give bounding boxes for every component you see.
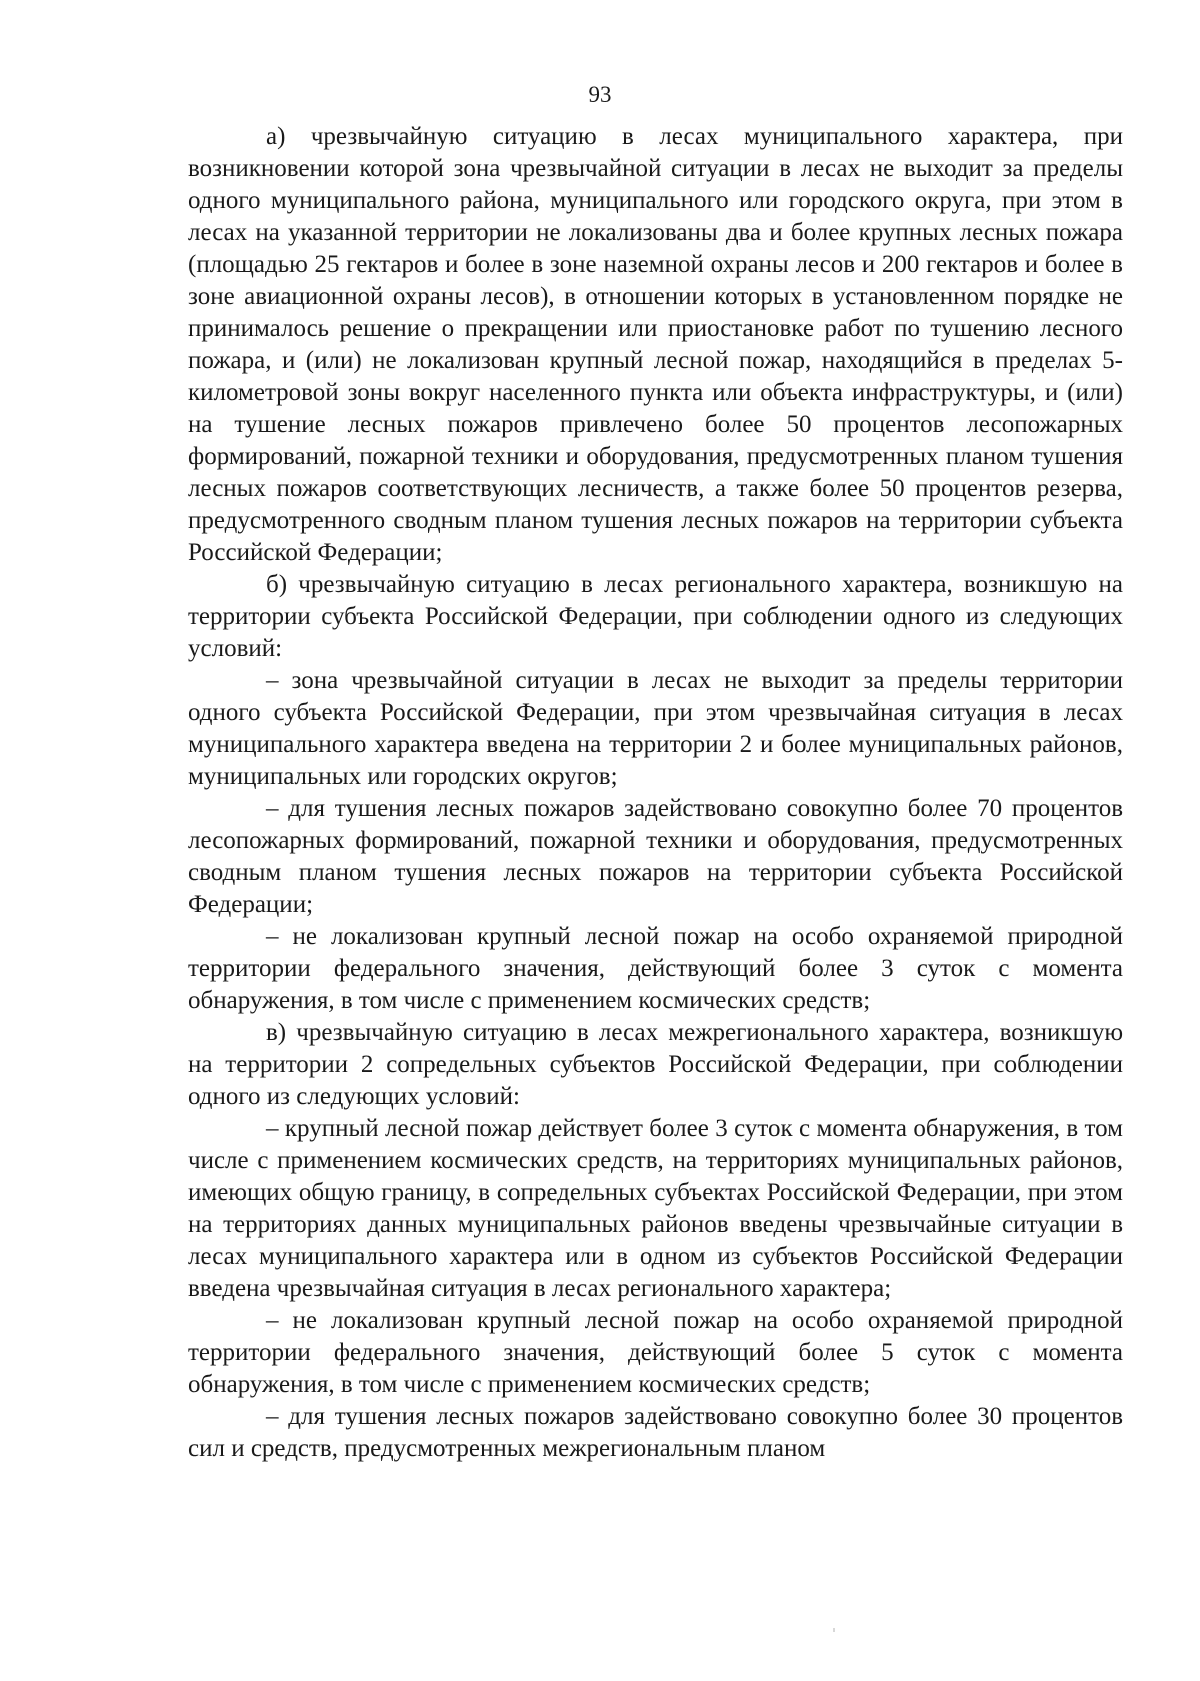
paragraph-b-regional: б) чрезвычайную ситуацию в лесах регионального характера, возникшую на территории субъекта Российской Федерации, при соблюдении одного из следующих условий: — [188, 571, 1123, 662]
document-body — [188, 121, 1123, 1465]
list-item-v-2: – не локализован крупный лесной пожар на особо охраняемой природной территории федерального значения, действующий более 5 суток с момента обнаружения, в том числе с применением космических средств; — [188, 1307, 1123, 1398]
paragraph-v-interregional: в) чрезвычайную ситуацию в лесах межрегионального характера, возникшую на территории 2 сопредельных субъектов Российской Федерации, при соблюдении одного из следующих условий: — [188, 1019, 1123, 1110]
list-item-v-3: – для тушения лесных пожаров задействовано совокупно более 30 процентов сил и средств, предусмотренных межрегиональным планом — [188, 1403, 1123, 1462]
list-item-b-1: – зона чрезвычайной ситуации в лесах не выходит за пределы территории одного субъекта Российской Федерации, при этом чрезвычайная ситуация в лесах муниципального характера введена на территории 2 и более муниципальных районов, муниципальных или городских округов; — [188, 667, 1123, 790]
list-item-b-2: – для тушения лесных пожаров задействовано совокупно более 70 процентов лесопожарных формирований, пожарной техники и оборудования, предусмотренных сводным планом тушения лесных пожаров на территории субъекта Российской Федерации; — [188, 795, 1123, 918]
list-item-v-1: – крупный лесной пожар действует более 3 суток с момента обнаружения, в том числе с применением космических средств, на территориях муниципальных районов, имеющих общую границу, в сопредельных субъектах Российской Федерации, при этом на территориях данных муниципальных районов введены чрезвычайные ситуации в лесах муниципального характера или в одном из субъектов Российской Федерации введена чрезвычайная ситуация в лесах регионального характера; — [188, 1115, 1123, 1302]
paragraph-a-municipal: а) чрезвычайную ситуацию в лесах муниципального характера, при возникновении которой зона чрезвычайной ситуации в лесах не выходит за пределы одного муниципального района, муниципального или городского округа, при этом в лесах на указанной территории не локализованы два и более крупных лесных пожара (площадью 25 гектаров и более в зоне наземной охраны лесов и 200 гектаров и более в зоне авиационной охраны лесов), в отношении которых в установленном порядке не принималось решение о прекращении или приостановке работ по тушению лесного пожара, и (или) не локализован крупный лесной пожар, находящийся в пределах 5-километровой зоны вокруг населенного пункта или объекта инфраструктуры, и (или) на тушение лесных пожаров привлечено более 50 процентов лесопожарных формирований, пожарной техники и оборудования, предусмотренных планом тушения лесных пожаров соответствующих лесничеств, а также более 50 процентов резерва, предусмотренного сводным планом тушения лесных пожаров на территории субъекта Российской Федерации; — [188, 123, 1123, 566]
scan-artifact — [833, 1628, 835, 1632]
page-number: 93 — [588, 82, 612, 107]
list-item-b-3: – не локализован крупный лесной пожар на особо охраняемой природной территории федерального значения, действующий более 3 суток с момента обнаружения, в том числе с применением космических средств; — [188, 923, 1123, 1014]
